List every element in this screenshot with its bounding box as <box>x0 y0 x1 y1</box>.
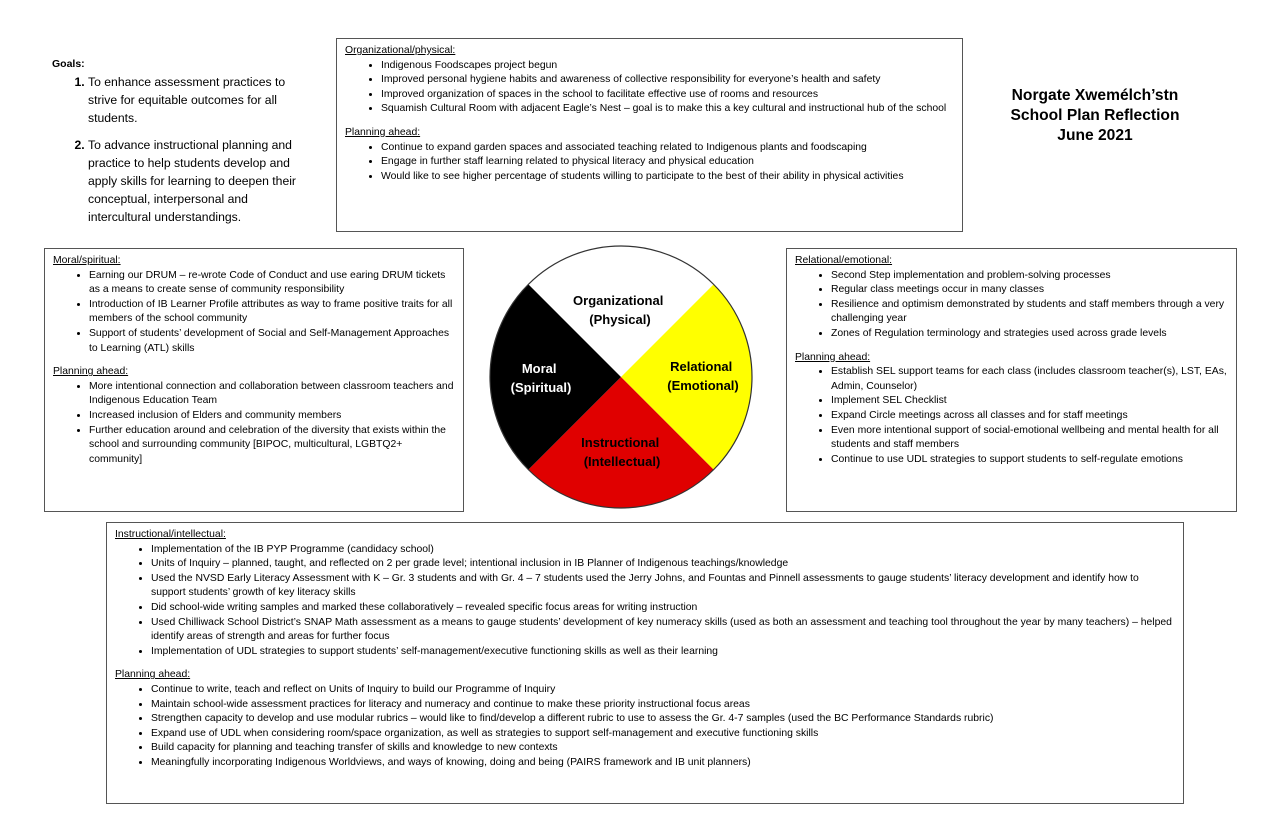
list-item: • Even more intentional support of social-emotional wellbeing and mental health for all students and staff members <box>831 424 1228 453</box>
list-item: • Expand use of UDL when considering room/space organization, as well as strategies to support self-management and executive functioning skills <box>151 727 1175 742</box>
list-item: • Establish SEL support teams for each class (includes classroom teacher(s), LST, EAs, Admin, Counselor) <box>831 365 1228 394</box>
instructional-box <box>106 522 1184 804</box>
relational-box <box>786 248 1237 512</box>
planning-list <box>115 683 1175 771</box>
list-item: • Used the NVSD Early Literacy Assessment with K – Gr. 3 students and with Gr. 4 – 7 students used the Jerry Johns, and Fountas and Pinnell assessments to gauge students’ literacy development and identify how to support students’ growth of key literacy skills <box>151 572 1175 601</box>
goal-item: 2. To advance instructional planning and practice to help students develop and apply skills for learning to deepen their conceptual, interpersonal and intercultural understandings. <box>88 136 314 226</box>
list-item: • Build capacity for planning and teaching transfer of skills and knowledge to new contexts <box>151 741 1175 756</box>
planning-list <box>795 365 1228 467</box>
list-item: • Zones of Regulation terminology and strategies used across grade levels <box>831 327 1228 342</box>
list-item: • Indigenous Foodscapes project begun <box>381 59 954 74</box>
page-title <box>990 86 1200 146</box>
achievements-list <box>115 543 1175 660</box>
list-item: • Engage in further staff learning related to physical literacy and physical education <box>381 155 954 170</box>
list-item: • Used Chilliwack School District’s SNAP Math assessment as a means to gauge students’ development of key numeracy skills (used as both an assessment and teaching tool throughout the year by many teachers) – helped identify areas of strength and areas for further focus <box>151 616 1175 645</box>
list-item: • More intentional connection and collaboration between classroom teachers and Indigenous Education Team <box>89 380 455 409</box>
section-heading: Organizational/physical: <box>345 45 456 56</box>
list-item: • Meaningfully incorporating Indigenous Worldviews, and ways of knowing, doing and being (PAIRS framework and IB unit planners) <box>151 756 1175 771</box>
school-name: Norgate Xwemélch’stn <box>1011 87 1179 104</box>
planning-heading: Planning ahead: <box>795 351 871 363</box>
list-item: • Strengthen capacity to develop and use modular rubrics – would like to find/develop a different rubric to use to assess the Gr. 4-7 samples (used the BC Performance Standards rubric) <box>151 712 1175 727</box>
planning-list <box>53 380 455 468</box>
list-item: • Implementation of UDL strategies to support students’ self-management/executive functioning skills as well as their learning <box>151 645 1175 660</box>
list-item: • Second Step implementation and problem-solving processes <box>831 269 1228 284</box>
wheel-label-instructional: Instructional (Intellectual) <box>581 435 661 469</box>
section-heading: Instructional/intellectual: <box>115 529 226 540</box>
achievements-list <box>345 59 954 117</box>
list-item: • Implement SEL Checklist <box>831 394 1228 409</box>
list-item: • Further education around and celebration of the diversity that exists within the school and surrounding community [BIPOC, multicultural, LGBTQ2+ community] <box>89 424 455 468</box>
list-item: • Units of Inquiry – planned, taught, and reflected on 2 per grade level; intentional inclusion in IB Planner of Indigenous teachings/knowledge <box>151 557 1175 572</box>
goals-list <box>52 73 314 226</box>
wheel-label-relational: Relational (Emotional) <box>667 359 739 393</box>
moral-box <box>44 248 464 512</box>
planning-heading: Planning ahead: <box>53 366 129 378</box>
planning-heading: Planning ahead: <box>345 126 421 138</box>
planning-heading: Planning ahead: <box>115 669 191 681</box>
list-item: • Improved organization of spaces in the school to facilitate effective use of rooms and resources <box>381 88 954 103</box>
list-item: • Continue to write, teach and reflect on Units of Inquiry to build our Programme of Inquiry <box>151 683 1175 698</box>
section-heading: Moral/spiritual: <box>53 255 121 266</box>
plan-date: June 2021 <box>1057 127 1133 144</box>
list-item: • Did school-wide writing samples and marked these collaboratively – revealed specific focus areas for writing instruction <box>151 601 1175 616</box>
medicine-wheel <box>486 242 756 512</box>
list-item: • Implementation of the IB PYP Programme (candidacy school) <box>151 543 1175 558</box>
goals-heading: Goals: <box>52 58 85 70</box>
section-heading: Relational/emotional: <box>795 255 893 266</box>
list-item: • Earning our DRUM – re-wrote Code of Conduct and use earing DRUM tickets as a means to create sense of community responsibility <box>89 269 455 298</box>
achievements-list <box>795 269 1228 342</box>
list-item: • Support of students’ development of Social and Self-Management Approaches to Learning (ATL) skills <box>89 327 455 356</box>
list-item: • Regular class meetings occur in many classes <box>831 283 1228 298</box>
plan-title: School Plan Reflection <box>1010 107 1180 124</box>
list-item: • Improved personal hygiene habits and awareness of collective responsibility for everyone’s health and safety <box>381 73 954 88</box>
list-item: • Increased inclusion of Elders and community members <box>89 409 455 424</box>
list-item: • Maintain school-wide assessment practices for literacy and numeracy and continue to make these priority instructional focus areas <box>151 698 1175 713</box>
list-item: • Expand Circle meetings across all classes and for staff meetings <box>831 409 1228 424</box>
list-item: • Resilience and optimism demonstrated by students and staff members through a very challenging year <box>831 298 1228 327</box>
list-item: • Continue to expand garden spaces and associated teaching related to Indigenous plants and foodscaping <box>381 141 954 156</box>
list-item: • Introduction of IB Learner Profile attributes as way to frame positive traits for all members of the school community <box>89 298 455 327</box>
goals-section <box>52 58 314 235</box>
planning-list <box>345 141 954 185</box>
achievements-list <box>53 269 455 357</box>
organizational-box <box>336 38 963 232</box>
wheel-label-organizational: Organizational (Physical) <box>573 293 664 327</box>
list-item: • Continue to use UDL strategies to support students to self-regulate emotions <box>831 453 1228 468</box>
goal-item: 1. To enhance assessment practices to strive for equitable outcomes for all students. <box>88 73 314 127</box>
wheel-label-moral: Moral (Spiritual) <box>510 361 572 395</box>
list-item: • Would like to see higher percentage of students willing to participate to the best of their ability in physical activities <box>381 170 954 185</box>
list-item: • Squamish Cultural Room with adjacent Eagle’s Nest – goal is to make this a key cultural and instructional hub of the school <box>381 102 954 117</box>
